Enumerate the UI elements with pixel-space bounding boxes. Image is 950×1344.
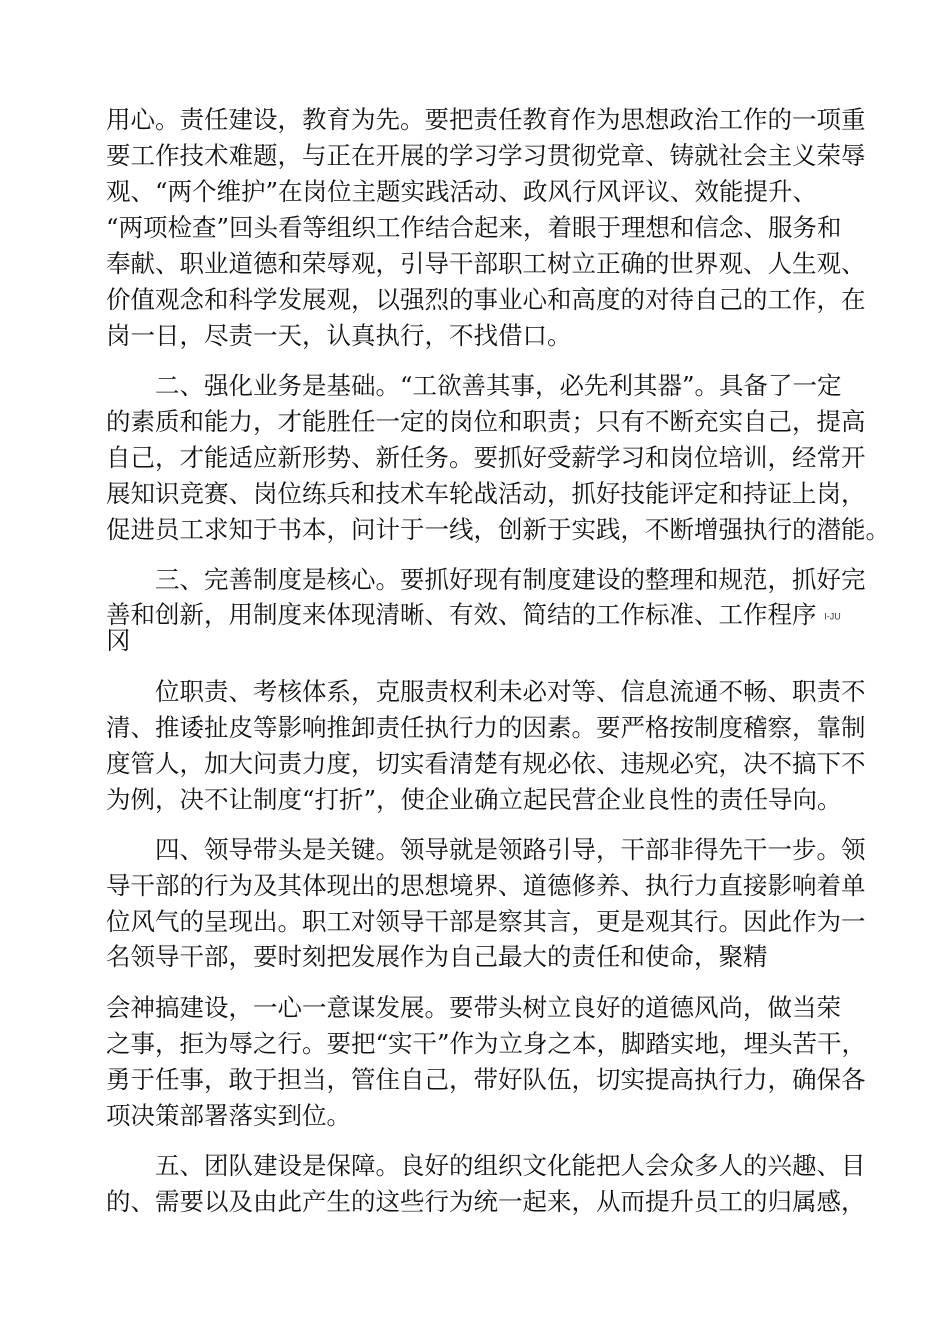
paragraph-1-line-4: “两项检查”回头看等组织工作结合起来，着眼于理想和信念、服务和 [106, 213, 842, 242]
paragraph-4-line-1: 位职责、考核体系，克服责权利未必对等、信息流通不畅、职责不 [155, 677, 866, 706]
paragraph-2-line-3: 自己，才能适应新形势、新任务。要抓好受薪学习和岗位培训，经常开 [106, 443, 866, 472]
paragraph-1-line-5: 奉献、职业道德和荣辱观，引导干部职工树立正确的世界观、人生观、 [106, 249, 866, 278]
paragraph-1-line-3: 观、“两个维护”在岗位主题实践活动、政风行风评议、效能提升、 [106, 177, 818, 206]
paragraph-7-line-2: 的、需要以及由此产生的这些行为统一起来，从而提升员工的归属感， [106, 1187, 866, 1216]
paragraph-1-line-1: 用心。责任建设，教育为先。要把责任教育作为思想政治工作的一项重 [106, 105, 866, 134]
paragraph-1-line-6: 价值观念和科学发展观，以强烈的事业心和高度的对待自己的工作，在 [106, 285, 866, 314]
stray-mark: I-JU [824, 611, 841, 622]
paragraph-7-line-1: 五、团队建设是保障。良好的组织文化能把人会众多人的兴趣、目 [155, 1151, 866, 1180]
paragraph-6-line-1: 会神搞建设，一心一意谋发展。要带头树立良好的道德风尚，做当荣 [106, 993, 841, 1022]
paragraph-1-line-2: 要工作技术难题，与正在开展的学习学习贯彻党章、铸就社会主义荣辱 [106, 141, 866, 170]
paragraph-5-line-1: 四、领导带头是关键。领导就是领路引导，干部非得先干一步。领 [155, 835, 866, 864]
paragraph-3-line-3: 冈 [106, 626, 131, 655]
paragraph-5-line-4: 名领导干部，要时刻把发展作为自己最大的责任和使命，聚精 [106, 942, 768, 971]
paragraph-5-line-3: 位风气的呈现出。职工对领导干部是察其言，更是观其行。因此作为一 [106, 907, 866, 936]
paragraph-2-line-1: 二、强化业务是基础。“工欲善其事，必先利其器”。具备了一定 [155, 371, 842, 400]
paragraph-6-line-2: 之事，拒为辱之行。要把“实干”作为立身之本，脚踏实地，埋头苦干， [106, 1029, 867, 1058]
paragraph-3-line-2-text: 善和创新，用制度来体现清晰、有效、简结的工作标准、工作程序 [106, 600, 817, 629]
paragraph-1-line-7: 岗一日，尽责一天，认真执行，不找借口。 [106, 321, 572, 350]
paragraph-6-line-3: 勇于任事，敢于担当，管住自己，带好队伍，切实提高执行力，确保各 [106, 1065, 866, 1094]
paragraph-3-line-1: 三、完善制度是核心。要抓好现有制度建设的整理和规范，抓好完 [155, 565, 866, 594]
paragraph-2-line-5: 促进员工求知于书本，问计于一线，创新于实践，不断增强执行的潜能。 [106, 515, 890, 544]
paragraph-4-line-4: 为例，决不让制度“打折”，使企业确立起民营企业良性的责任导向。 [106, 785, 842, 814]
paragraph-6-line-4: 项决策部署落实到位。 [106, 1101, 351, 1130]
paragraph-4-line-3: 度管人，加大问责力度，切实看清楚有规必依、违规必究，决不搞下不 [106, 749, 866, 778]
paragraph-5-line-2: 导干部的行为及其体现出的思想境界、道德修养、执行力直接影响着单 [106, 871, 866, 900]
paragraph-4-line-2: 清、推诿扯皮等影响推卸责任执行力的因素。要严格按制度稽察，靠制 [106, 713, 866, 742]
paragraph-2-line-2: 的素质和能力，才能胜任一定的岗位和职责；只有不断充实自己，提高 [106, 407, 866, 436]
paragraph-2-line-4: 展知识竞赛、岗位练兵和技术车轮战活动，抓好技能评定和持证上岗， [106, 479, 866, 508]
